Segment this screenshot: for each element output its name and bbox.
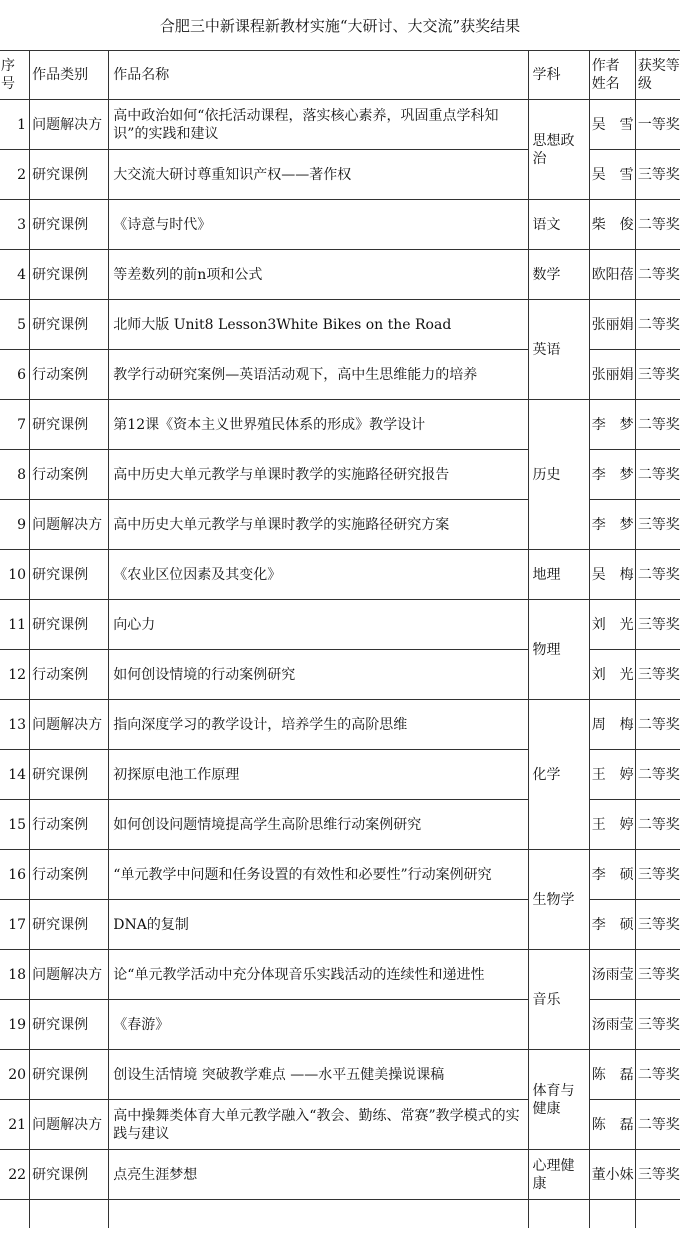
row-author: 吴 梅 (589, 550, 635, 600)
row-work-name: 大交流大研讨尊重知识产权——著作权 (109, 150, 528, 200)
table-row (0, 400, 680, 450)
empty-cell (528, 1200, 589, 1229)
row-work-name: 《春游》 (109, 1000, 528, 1050)
row-work-name: 高中历史大单元教学与单课时教学的实施路径研究报告 (109, 450, 528, 500)
table-row (0, 850, 680, 900)
row-subject: 心理健康 (528, 1150, 589, 1200)
row-author: 汤雨莹 (589, 1000, 635, 1050)
row-award: 二等奖 (635, 550, 680, 600)
row-award: 二等奖 (635, 700, 680, 750)
table-header-row (0, 51, 680, 100)
row-number: 16 (0, 850, 30, 900)
row-category: 研究课例 (30, 600, 109, 650)
row-award: 二等奖 (635, 400, 680, 450)
row-work-name: 如何创设情境的行动案例研究 (109, 650, 528, 700)
row-category: 研究课例 (30, 550, 109, 600)
row-subject: 英语 (528, 300, 589, 400)
row-number: 19 (0, 1000, 30, 1050)
row-work-name: “单元教学中问题和任务设置的有效性和必要性”行动案例研究 (109, 850, 528, 900)
row-category: 行动案例 (30, 650, 109, 700)
row-author: 王 婷 (589, 750, 635, 800)
row-number: 4 (0, 250, 30, 300)
row-number: 15 (0, 800, 30, 850)
row-author: 李 梦 (589, 500, 635, 550)
row-number: 7 (0, 400, 30, 450)
row-award: 三等奖 (635, 150, 680, 200)
table-row (0, 1050, 680, 1100)
row-award: 三等奖 (635, 850, 680, 900)
row-number: 13 (0, 700, 30, 750)
row-category: 问题解决方 (30, 950, 109, 1000)
row-author: 李 梦 (589, 450, 635, 500)
empty-cell (0, 1200, 30, 1229)
row-number: 6 (0, 350, 30, 400)
row-author: 张丽娟 (589, 300, 635, 350)
row-work-name: 第12课《资本主义世界殖民体系的形成》教学设计 (109, 400, 528, 450)
row-author: 周 梅 (589, 700, 635, 750)
row-category: 研究课例 (30, 1000, 109, 1050)
row-award: 二等奖 (635, 200, 680, 250)
row-award: 二等奖 (635, 300, 680, 350)
row-work-name: 《农业区位因素及其变化》 (109, 550, 528, 600)
row-number: 5 (0, 300, 30, 350)
row-category: 研究课例 (30, 200, 109, 250)
row-category: 问题解决方 (30, 700, 109, 750)
row-subject: 思想政治 (528, 100, 589, 200)
row-subject: 语文 (528, 200, 589, 250)
awards-table (0, 50, 680, 1228)
empty-cell (30, 1200, 109, 1229)
empty-row (0, 1200, 680, 1229)
table-row (0, 100, 680, 150)
row-category: 研究课例 (30, 400, 109, 450)
row-number: 2 (0, 150, 30, 200)
table-row (0, 300, 680, 350)
row-work-name: 高中历史大单元教学与单课时教学的实施路径研究方案 (109, 500, 528, 550)
row-number: 17 (0, 900, 30, 950)
page-title: 合肥三中新课程新教材实施“大研讨、大交流”获奖结果 (159, 17, 521, 35)
row-work-name: 点亮生涯梦想 (109, 1150, 528, 1200)
row-category: 行动案例 (30, 850, 109, 900)
row-author: 董小妹 (589, 1150, 635, 1200)
row-category: 行动案例 (30, 350, 109, 400)
row-author: 陈 磊 (589, 1050, 635, 1100)
row-subject: 数学 (528, 250, 589, 300)
row-award: 三等奖 (635, 650, 680, 700)
row-category: 研究课例 (30, 750, 109, 800)
empty-cell (635, 1200, 680, 1229)
row-category: 研究课例 (30, 1050, 109, 1100)
row-category: 研究课例 (30, 1150, 109, 1200)
row-author: 柴 俊 (589, 200, 635, 250)
row-subject: 地理 (528, 550, 589, 600)
row-author: 吴 雪 (589, 150, 635, 200)
row-award: 三等奖 (635, 950, 680, 1000)
row-author: 吴 雪 (589, 100, 635, 150)
row-number: 1 (0, 100, 30, 150)
row-number: 3 (0, 200, 30, 250)
row-award: 三等奖 (635, 900, 680, 950)
row-subject: 物理 (528, 600, 589, 700)
row-subject: 体育与健康 (528, 1050, 589, 1150)
row-category: 行动案例 (30, 800, 109, 850)
row-award: 三等奖 (635, 600, 680, 650)
row-award: 二等奖 (635, 450, 680, 500)
table-row (0, 250, 680, 300)
row-work-name: 高中操舞类体育大单元教学融入“教会、勤练、常赛”教学模式的实践与建议 (109, 1100, 528, 1150)
row-subject: 生物学 (528, 850, 589, 950)
row-number: 20 (0, 1050, 30, 1100)
row-number: 22 (0, 1150, 30, 1200)
empty-cell (109, 1200, 528, 1229)
row-award: 二等奖 (635, 250, 680, 300)
row-author: 汤雨莹 (589, 950, 635, 1000)
row-author: 王 婷 (589, 800, 635, 850)
row-number: 18 (0, 950, 30, 1000)
row-number: 9 (0, 500, 30, 550)
row-category: 研究课例 (30, 250, 109, 300)
row-author: 欧阳蓓 (589, 250, 635, 300)
table-row (0, 550, 680, 600)
row-number: 11 (0, 600, 30, 650)
row-work-name: 《诗意与时代》 (109, 200, 528, 250)
row-author: 李 硕 (589, 900, 635, 950)
row-award: 二等奖 (635, 1050, 680, 1100)
row-work-name: 初探原电池工作原理 (109, 750, 528, 800)
row-award: 三等奖 (635, 1150, 680, 1200)
table-row (0, 200, 680, 250)
row-award: 三等奖 (635, 500, 680, 550)
header-subject: 学科 (528, 51, 589, 100)
row-author: 陈 磊 (589, 1100, 635, 1150)
row-work-name: 北师大版 Unit8 Lesson3White Bikes on the Road (109, 300, 528, 350)
row-number: 12 (0, 650, 30, 700)
row-award: 三等奖 (635, 350, 680, 400)
row-subject: 音乐 (528, 950, 589, 1050)
row-work-name: 创设生活情境 突破教学难点 ——水平五健美操说课稿 (109, 1050, 528, 1100)
row-work-name: 高中政治如何“依托活动课程，落实核心素养，巩固重点学科知识”的实践和建议 (109, 100, 528, 150)
row-work-name: 向心力 (109, 600, 528, 650)
row-author: 李 梦 (589, 400, 635, 450)
table-row (0, 700, 680, 750)
row-author: 刘 光 (589, 650, 635, 700)
row-subject: 历史 (528, 400, 589, 550)
row-number: 8 (0, 450, 30, 500)
table-row (0, 950, 680, 1000)
row-category: 问题解决方 (30, 100, 109, 150)
row-work-name: 如何创设问题情境提高学生高阶思维行动案例研究 (109, 800, 528, 850)
row-category: 研究课例 (30, 150, 109, 200)
header-name: 作品名称 (109, 51, 528, 100)
row-number: 21 (0, 1100, 30, 1150)
header-award: 获奖等级 (635, 51, 680, 100)
row-award: 二等奖 (635, 1100, 680, 1150)
header-category: 作品类别 (30, 51, 109, 100)
row-subject: 化学 (528, 700, 589, 850)
row-category: 研究课例 (30, 900, 109, 950)
row-award: 一等奖 (635, 100, 680, 150)
row-award: 二等奖 (635, 800, 680, 850)
row-author: 刘 光 (589, 600, 635, 650)
header-no: 序号 (0, 51, 30, 100)
row-author: 李 硕 (589, 850, 635, 900)
row-work-name: 教学行动研究案例—英语活动观下，高中生思维能力的培养 (109, 350, 528, 400)
row-category: 问题解决方 (30, 500, 109, 550)
row-category: 行动案例 (30, 450, 109, 500)
row-number: 10 (0, 550, 30, 600)
row-category: 问题解决方 (30, 1100, 109, 1150)
row-work-name: 论“单元教学活动中充分体现音乐实践活动的连续性和递进性 (109, 950, 528, 1000)
table-row (0, 1150, 680, 1200)
row-category: 研究课例 (30, 300, 109, 350)
row-award: 三等奖 (635, 1000, 680, 1050)
empty-cell (589, 1200, 635, 1229)
header-author: 作者姓名 (589, 51, 635, 100)
row-work-name: 等差数列的前n项和公式 (109, 250, 528, 300)
table-body (0, 100, 680, 1229)
row-award: 二等奖 (635, 750, 680, 800)
row-work-name: 指向深度学习的教学设计，培养学生的高阶思维 (109, 700, 528, 750)
row-work-name: DNA的复制 (109, 900, 528, 950)
table-row (0, 600, 680, 650)
row-number: 14 (0, 750, 30, 800)
row-author: 张丽娟 (589, 350, 635, 400)
